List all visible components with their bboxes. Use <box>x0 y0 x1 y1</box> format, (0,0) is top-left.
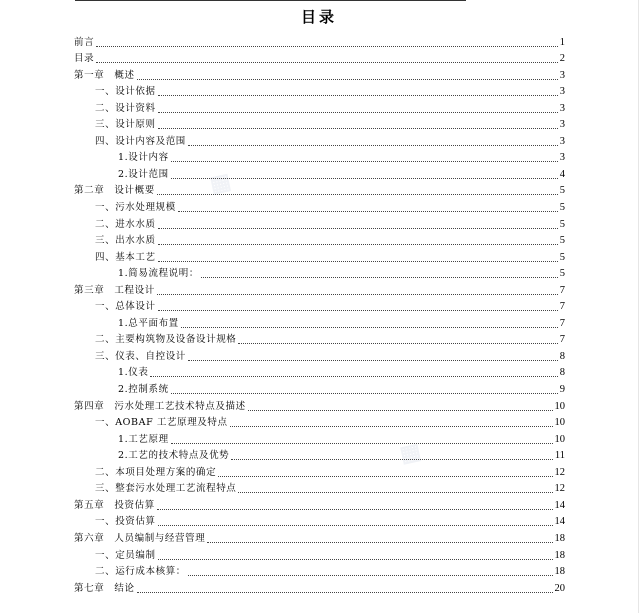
toc-page-number: 18 <box>554 566 565 578</box>
dot-leader <box>158 111 558 113</box>
toc-entry-text: 一、投资估算 <box>95 516 156 528</box>
dot-leader <box>158 243 558 245</box>
toc-entry[interactable] <box>74 562 565 579</box>
dot-leader <box>238 342 557 344</box>
toc-page-number: 14 <box>554 516 565 528</box>
dot-leader <box>231 458 553 460</box>
toc-entry[interactable] <box>74 181 565 198</box>
toc-entry-text: 三、设计原则 <box>95 119 156 131</box>
dot-leader <box>171 442 553 444</box>
toc-page-number: 14 <box>554 499 565 511</box>
toc-entry[interactable] <box>74 512 565 529</box>
toc-entry-text: 一、污水处理规模 <box>95 202 176 214</box>
toc-page-number: 3 <box>559 119 565 131</box>
toc-entry[interactable] <box>74 197 565 214</box>
toc-page-number: 7 <box>559 301 565 313</box>
dot-leader <box>207 541 552 543</box>
toc-entry-text: 二、运行成本核算： <box>95 566 186 578</box>
dot-leader <box>158 94 558 96</box>
toc-page-number: 3 <box>559 152 565 164</box>
dot-leader <box>137 78 558 80</box>
toc-page-number: 8 <box>559 350 565 362</box>
dot-leader <box>238 491 552 493</box>
watermark-mark: ▦ <box>207 168 234 197</box>
toc-title: 目录 <box>300 8 337 26</box>
toc-entry[interactable] <box>74 479 565 496</box>
toc-entry-text: 二、进水水质 <box>95 218 156 230</box>
toc-entry-text: 第五章 投资估算 <box>74 499 155 511</box>
dot-leader <box>178 210 558 212</box>
toc-entry[interactable] <box>74 82 565 99</box>
toc-entry-text: 三、出水水质 <box>95 235 156 247</box>
header-rule <box>75 0 466 1</box>
toc-entry[interactable] <box>74 346 565 363</box>
toc-entry[interactable] <box>74 528 565 545</box>
toc-page-number: 7 <box>559 317 565 329</box>
toc-entry-text: 一、总体设计 <box>95 301 156 313</box>
toc-entry[interactable] <box>74 363 565 380</box>
toc-page-number: 11 <box>554 450 565 462</box>
toc-entry[interactable] <box>74 545 565 562</box>
toc-page-number: 8 <box>559 367 565 379</box>
toc-entry[interactable] <box>74 429 565 446</box>
toc-page-number: 5 <box>559 251 565 263</box>
toc-entry[interactable] <box>74 65 565 82</box>
toc-page-number: 4 <box>559 168 565 180</box>
toc-entry[interactable] <box>74 280 565 297</box>
toc-entry-text: 一、定员编制 <box>95 549 156 561</box>
dot-leader <box>96 45 558 47</box>
toc-entry-text: 第三章 工程设计 <box>74 284 155 296</box>
dot-leader <box>158 227 558 229</box>
toc-entry-text: 一、AOBAF 工艺原理及特点 <box>95 417 228 429</box>
toc-page-number: 3 <box>559 86 565 98</box>
toc-page-number: 10 <box>554 433 565 445</box>
toc-entry[interactable] <box>74 446 565 463</box>
toc-entry-text: 第一章 概述 <box>74 69 135 81</box>
toc-entry-text: 第四章 污水处理工艺技术特点及描述 <box>74 400 246 412</box>
dot-leader <box>201 276 558 278</box>
toc-entry-text: 四、基本工艺 <box>95 251 156 263</box>
toc-entry[interactable] <box>74 462 565 479</box>
toc-entry-text: 1.仪表 <box>118 367 149 379</box>
toc-entry[interactable] <box>74 32 565 49</box>
toc-page-number: 9 <box>559 384 565 396</box>
toc-entry-text: 2.工艺的技术特点及优势 <box>118 450 230 462</box>
dot-leader <box>218 475 552 477</box>
dot-leader <box>158 309 558 311</box>
toc-entry-text: 2.设计范围 <box>118 168 169 180</box>
toc-entry[interactable] <box>74 131 565 148</box>
toc-entry-text: 1.工艺原理 <box>118 433 169 445</box>
dot-leader <box>188 574 553 576</box>
toc-entry[interactable] <box>74 247 565 264</box>
toc-entry[interactable] <box>74 115 565 132</box>
toc-page-number: 18 <box>554 532 565 544</box>
toc-entry-text: 前言 <box>74 36 95 48</box>
dot-leader <box>230 425 553 427</box>
dot-leader <box>171 160 558 162</box>
toc-entry[interactable] <box>74 313 565 330</box>
toc-page-number: 2 <box>559 53 565 65</box>
toc-entry[interactable] <box>74 148 565 165</box>
toc-entry-text: 2.控制系统 <box>118 384 169 396</box>
toc-page-number: 5 <box>559 185 565 197</box>
toc-entry-text: 第二章 设计概要 <box>74 185 155 197</box>
dot-leader <box>157 508 553 510</box>
toc-page-number: 5 <box>559 218 565 230</box>
toc-page-number: 20 <box>554 582 565 594</box>
dot-leader <box>150 375 557 377</box>
toc-entry[interactable] <box>74 297 565 314</box>
toc-page-number: 7 <box>559 284 565 296</box>
dot-leader <box>188 144 558 146</box>
toc-entry[interactable] <box>74 578 565 595</box>
toc-page-number: 12 <box>554 483 565 495</box>
dot-leader <box>158 558 553 560</box>
toc-page-number: 1 <box>559 36 565 48</box>
dot-leader <box>158 524 553 526</box>
toc-entry[interactable] <box>74 49 565 66</box>
toc-entry-text: 一、设计依据 <box>95 86 156 98</box>
toc-entry[interactable] <box>74 98 565 115</box>
toc-entry[interactable] <box>74 214 565 231</box>
toc-entry[interactable] <box>74 330 565 347</box>
dot-leader <box>181 326 558 328</box>
toc-entry-text: 二、主要构筑物及设备设计规格 <box>95 334 237 346</box>
toc-entry-text: 1.总平面布置 <box>118 317 179 329</box>
watermark-mark: ▦ <box>397 438 424 467</box>
toc-entry[interactable] <box>74 495 565 512</box>
dot-leader <box>188 359 558 361</box>
toc-entry[interactable] <box>74 231 565 248</box>
toc-entry-text: 第七章 结论 <box>74 582 135 594</box>
toc-entry-text: 1.设计内容 <box>118 152 169 164</box>
toc-entry[interactable] <box>74 164 565 181</box>
toc-entry-text: 二、本项目处理方案的确定 <box>95 466 217 478</box>
toc-page-number: 12 <box>554 466 565 478</box>
toc-page-number: 7 <box>559 334 565 346</box>
toc-entry-text: 三、整套污水处理工艺流程特点 <box>95 483 237 495</box>
dot-leader <box>137 591 553 593</box>
dot-leader <box>96 61 558 63</box>
toc-page-number: 5 <box>559 235 565 247</box>
toc-page-number: 3 <box>559 102 565 114</box>
toc-page-number: 5 <box>559 202 565 214</box>
toc-entry[interactable] <box>74 396 565 413</box>
toc-entry[interactable] <box>74 413 565 430</box>
toc-page-number: 5 <box>559 268 565 280</box>
dot-leader <box>158 260 558 262</box>
toc-list <box>74 32 565 595</box>
toc-page-number: 10 <box>554 417 565 429</box>
toc-entry[interactable] <box>74 379 565 396</box>
toc-entry-text: 1.简易流程说明： <box>118 268 199 280</box>
toc-page-number: 3 <box>559 135 565 147</box>
toc-page-number: 18 <box>554 549 565 561</box>
dot-leader <box>171 392 558 394</box>
toc-page-number: 3 <box>559 69 565 81</box>
dot-leader <box>157 193 558 195</box>
toc-entry-text: 三、仪表、自控设计 <box>95 350 186 362</box>
dot-leader <box>158 127 558 129</box>
toc-entry-text: 四、设计内容及范围 <box>95 135 186 147</box>
toc-page-number: 10 <box>554 400 565 412</box>
toc-entry-text: 第六章 人员编制与经营管理 <box>74 532 206 544</box>
toc-entry[interactable] <box>74 264 565 281</box>
toc-entry-text: 二、设计资料 <box>95 102 156 114</box>
dot-leader <box>248 409 553 411</box>
dot-leader <box>157 293 558 295</box>
dot-leader <box>171 177 558 179</box>
toc-entry-text: 目录 <box>74 53 95 65</box>
